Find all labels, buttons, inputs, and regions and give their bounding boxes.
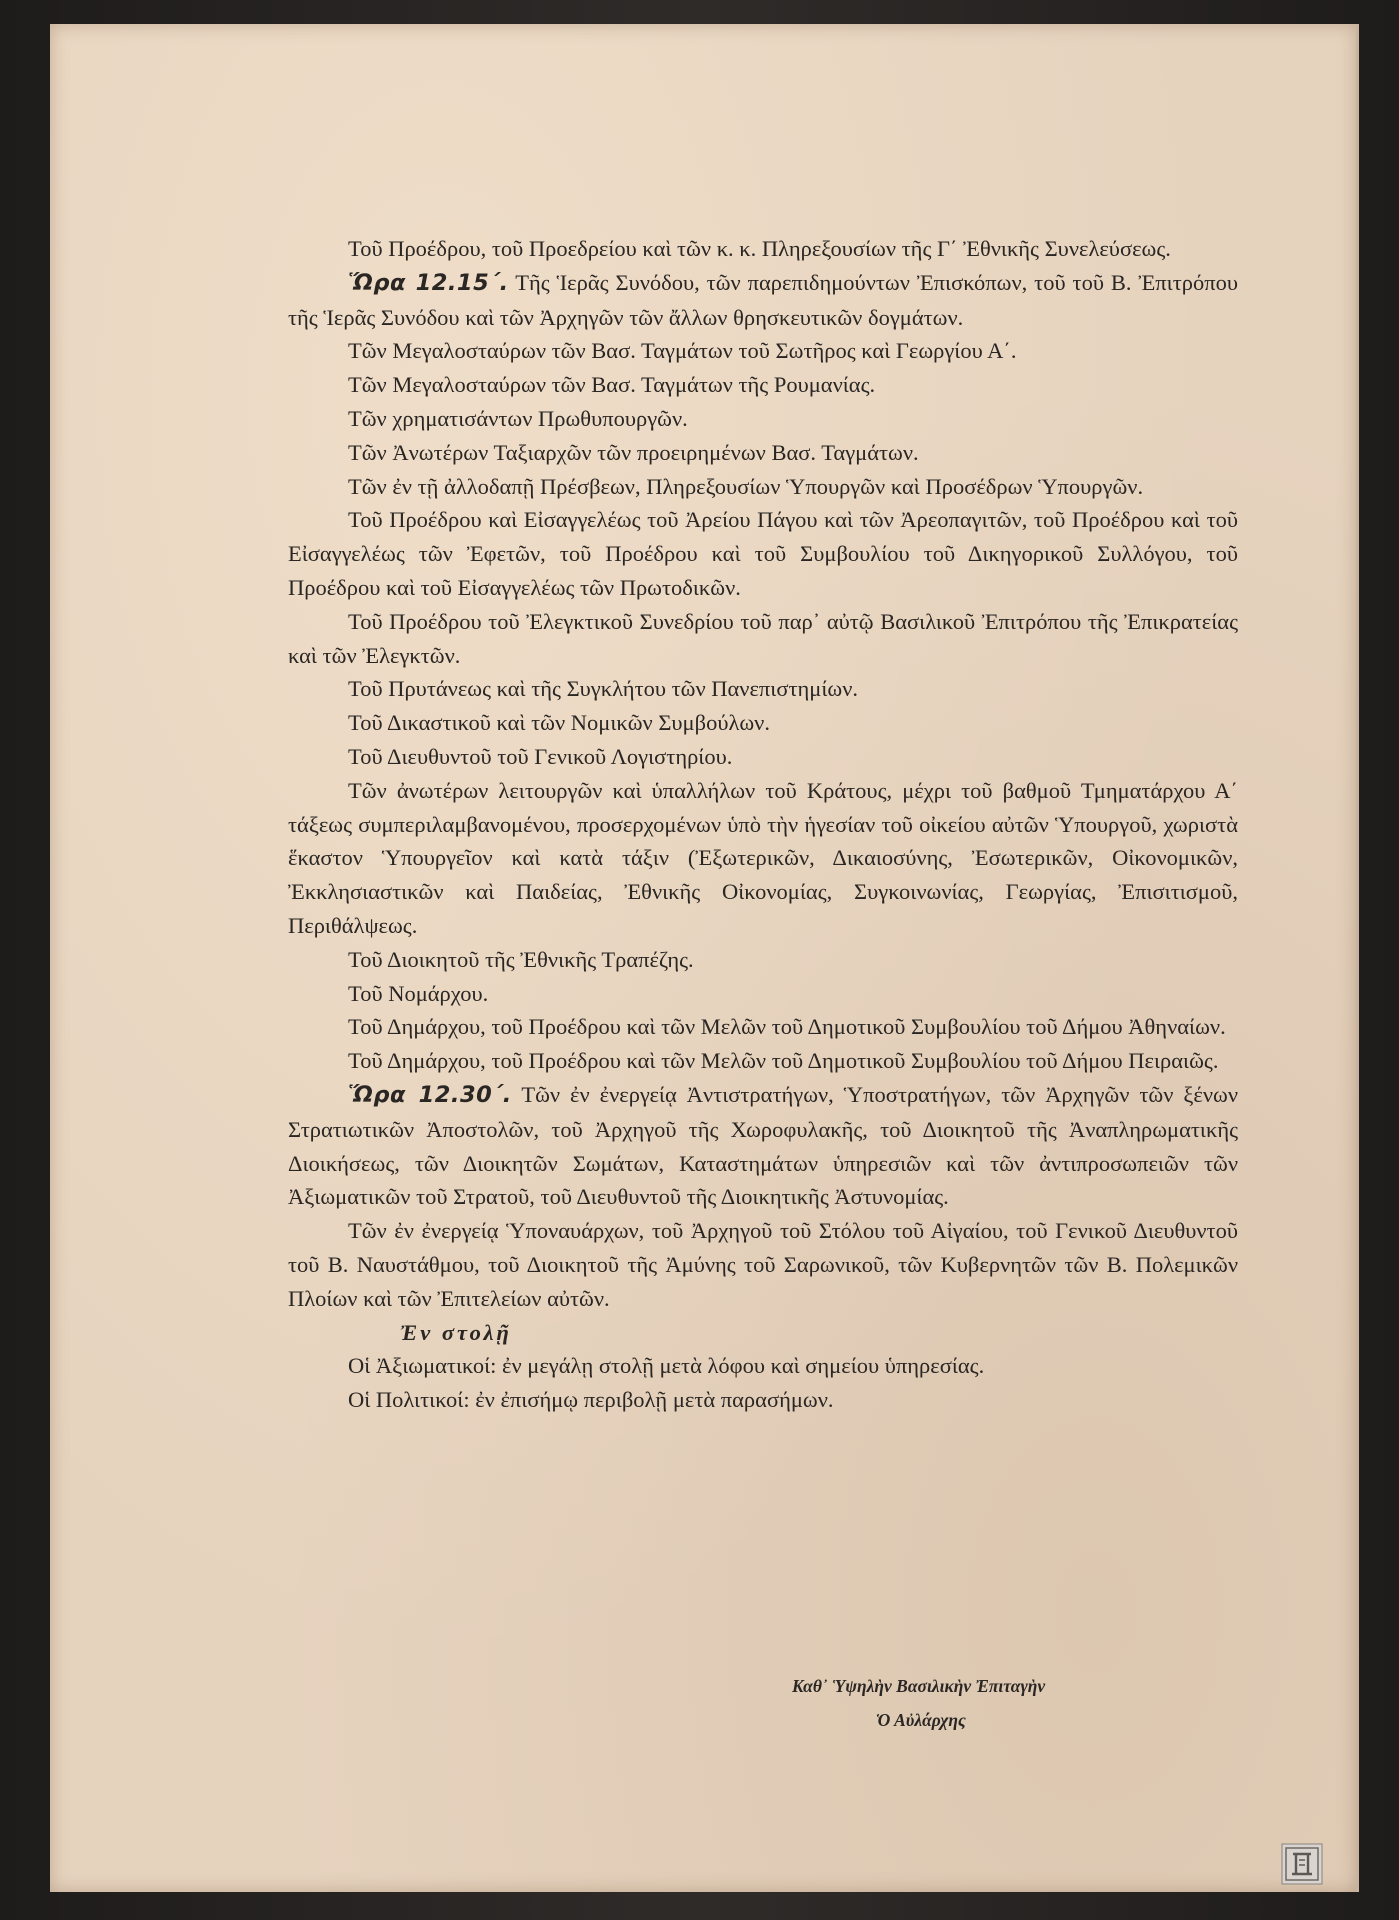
paragraph-19: Τῶν ἐν ἐνεργείᾳ Ὑποναυάρχων, τοῦ Ἀρχηγοῦ τοῦ Στόλου τοῦ Αἰγαίου, τοῦ Γενικοῦ Διευθυντοῦ τοῦ Β. Ναυστάθμου, τοῦ Διοικητοῦ τῆς Ἀμύνης τοῦ Σαρωνικοῦ, τῶν Κυβερνητῶν τῶν Β. Πολεμικῶν Πλοίων καὶ τῶν Ἐπιτελείων αὐτῶν. [288, 1218, 1238, 1311]
signature-title: Ὁ Αὐλάρχης [876, 1710, 966, 1730]
paragraph-1: Τοῦ Προέδρου, τοῦ Προεδρείου καὶ τῶν κ. κ. Πληρεξουσίων τῆς Γ΄ Ἐθνικῆς Συνελεύσεως. [348, 236, 1171, 261]
paragraph-16: Τοῦ Δημάρχου, τοῦ Προέδρου καὶ τῶν Μελῶν τοῦ Δημοτικοῦ Συμβουλίου τοῦ Δήμου Ἀθηναίων. [348, 1014, 1226, 1040]
uniform-line-civilians: Οἱ Πολιτικοί: ἐν ἐπισήμῳ περιβολῇ μετὰ παρασήμων. [348, 1387, 834, 1413]
document-page [50, 24, 1359, 1892]
paragraph-2: Ὥρα 12.15΄. Τῆς Ἱερᾶς Συνόδου, τῶν παρεπιδημούντων Ἐπισκόπων, τοῦ τοῦ Β. Ἐπιτρόπου τῆς Ἱερᾶς Συνόδου καὶ τῶν Ἀρχηγῶν τῶν ἄλλων θρησκευτικῶν δογμάτων. [288, 269, 1238, 330]
paragraph-17: Τοῦ Δημάρχου, τοῦ Προέδρου καὶ τῶν Μελῶν τοῦ Δημοτικοῦ Συμβουλίου τοῦ Δήμου Πειραιῶς. [348, 1048, 1219, 1074]
paragraph-4: Τῶν Μεγαλοσταύρων τῶν Βασ. Ταγμάτων τῆς Ρουμανίας. [348, 372, 876, 398]
paragraph-13: Τῶν ἀνωτέρων λειτουργῶν καὶ ὑπαλλήλων τοῦ Κράτους, μέχρι τοῦ βαθμοῦ Τμηματάρχου Α΄ τάξεως συμπεριλαμβανομένου, προσερχομένων ὑπὸ τὴν ἡγεσίαν τοῦ οἰκείου αὐτῶν Ὑπουργοῦ, χωριστὰ ἕκαστον Ὑπουργεῖον καὶ κατὰ τάξιν (Ἐξωτερικῶν, Δικαιοσύνης, Ἐσωτερικῶν, Οἰκονομικῶν, Ἐκκλησιαστικῶν καὶ Παιδείας, Ἐθνικῆς Οἰκονομίας, Συγκοινωνίας, Γεωργίας, Ἐπισιτισμοῦ, Περιθάλψεως. [288, 777, 1238, 938]
paragraph-15: Τοῦ Νομάρχου. [348, 980, 489, 1006]
time-label: Ὥρα 12.15΄. [348, 269, 509, 296]
signature-block [792, 1669, 1252, 1737]
paragraph-5: Τῶν χρηματισάντων Πρωθυπουργῶν. [348, 405, 688, 431]
uniform-heading: Ἐν στολῇ [400, 1319, 512, 1345]
paragraph-7: Τῶν ἐν τῇ ἀλλοδαπῇ Πρέσβεων, Πληρεξουσίων Ὑπουργῶν καὶ Προσέδρων Ὑπουργῶν. [348, 473, 1144, 499]
paragraph-3: Τῶν Μεγαλοσταύρων τῶν Βασ. Ταγμάτων τοῦ Σωτῆρος καὶ Γεωργίου Α΄. [348, 338, 1017, 364]
document-body [288, 232, 1238, 1417]
paragraph-10: Τοῦ Πρυτάνεως καὶ τῆς Συγκλήτου τῶν Πανεπιστημίων. [348, 676, 859, 702]
library-emblem-icon [1281, 1843, 1323, 1885]
paragraph-6: Τῶν Ἀνωτέρων Ταξιαρχῶν τῶν προειρημένων Βασ. Ταγμάτων. [348, 439, 919, 465]
uniform-line-officers: Οἱ Ἀξιωματικοί: ἐν μεγάλῃ στολῇ μετὰ λόφου καὶ σημείου ὑπηρεσίας. [348, 1353, 985, 1379]
paragraph-12: Τοῦ Διευθυντοῦ τοῦ Γενικοῦ Λογιστηρίου. [348, 743, 733, 769]
paragraph-9: Τοῦ Προέδρου τοῦ Ἐλεγκτικοῦ Συνεδρίου τοῦ παρ᾽ αὐτῷ Βασιλικοῦ Ἐπιτρόπου τῆς Ἐπικρατείας καὶ τῶν Ἐλεγκτῶν. [288, 608, 1238, 668]
paragraph-14: Τοῦ Διοικητοῦ τῆς Ἐθνικῆς Τραπέζης. [348, 946, 694, 972]
paragraph-18: Ὥρα 12.30΄. Τῶν ἐν ἐνεργείᾳ Ἀντιστρατήγων, Ὑποστρατήγων, τῶν Ἀρχηγῶν τῶν ξένων Στρατιωτικῶν Ἀποστολῶν, τοῦ Ἀρχηγοῦ τῆς Χωροφυλακῆς, τοῦ Διοικητοῦ τῆς Ἀναπληρωματικῆς Διοικήσεως, τῶν Διοικητῶν Σωμάτων, Καταστημάτων ὑπηρεσιῶν καὶ τῶν ἀντιπροσωπειῶν τῶν Ἀξιωματικῶν τοῦ Στρατοῦ, τοῦ Διευθυντοῦ τῆς Διοικητικῆς Ἀστυνομίας. [288, 1081, 1238, 1210]
paragraph-8: Τοῦ Προέδρου καὶ Εἰσαγγελέως τοῦ Ἀρείου Πάγου καὶ τῶν Ἀρεοπαγιτῶν, τοῦ Προέδρου καὶ τοῦ Εἰσαγγελέως τῶν Ἐφετῶν, τοῦ Προέδρου καὶ τοῦ Συμβουλίου τοῦ Δικηγορικοῦ Συλλόγου, τοῦ Προέδρου καὶ τοῦ Εἰσαγγελέως τῶν Πρωτοδικῶν. [288, 507, 1238, 600]
paragraph-11: Τοῦ Δικαστικοῦ καὶ τῶν Νομικῶν Συμβούλων. [348, 710, 770, 736]
signature-authority: Καθ᾽ Ὑψηλὴν Βασιλικὴν Ἐπιταγὴν [792, 1676, 1046, 1696]
time-label: Ὥρα 12.30΄. [348, 1081, 512, 1108]
